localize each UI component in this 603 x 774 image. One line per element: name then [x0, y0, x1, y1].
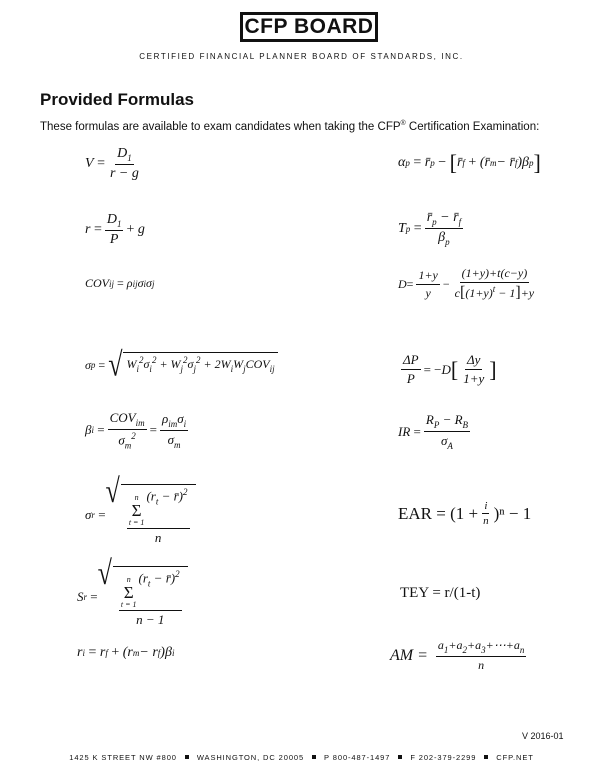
formula-required-return: r = $\frac{D_1}{P}$ + g — [85, 212, 145, 247]
formula-arithmetic-mean: AM = $\frac{a_1+a_2+a_3+\cdots+a_n}{n}$ — [390, 638, 525, 672]
separator-dot — [484, 755, 488, 759]
formula-information-ratio: IR = $\frac{R_P - R_B}{\sigma_A}$ — [398, 412, 469, 451]
version-label: V 2016-01 — [522, 731, 564, 741]
footer-contact — [0, 753, 603, 762]
intro-text — [40, 120, 539, 133]
formula-capm: r i = r f + (r m − r f )β i — [77, 645, 175, 660]
separator-dot — [398, 755, 402, 759]
ear-label: EAR = (1 + — [398, 503, 479, 523]
tey-label: TEY = r/(1-t) — [400, 585, 481, 601]
formula-constant-growth: V = $\frac{D_1}{r - g}$ — [85, 146, 139, 181]
separator-dot — [185, 755, 189, 759]
formula-beta: β i = $\frac{COV_{im}}{\sigma_m^2}$ = $\frac{\rho_{im}\sigma_i}{\sigma_m}$ — [85, 410, 187, 451]
footer-address: 1425 K STREET NW #800 — [69, 753, 177, 762]
intro-before: These formulas are available to exam candidates when taking the CFP — [40, 120, 401, 133]
separator-dot — [312, 755, 316, 759]
footer-phone: P 800-487-1497 — [324, 753, 391, 762]
formula-price-change: $\frac{\Delta P}{P}$ = − D [ $\frac{\Delta y}{1+y}$ ] — [403, 352, 497, 386]
footer-city: WASHINGTON, DC 20005 — [196, 753, 305, 762]
formula-sample-std-dev: S r = √ n Σ t = 1 ($r_t$ − r̄)$^2$ n − 1 — [77, 566, 188, 628]
footer-web: CFP.NET — [496, 753, 534, 762]
formula-portfolio-std-dev: σ p = √ $W_i^2\sigma_i^2 + W_j^2\sigma_j^2 + 2W_iW_jCOV_{ij}$ — [85, 352, 278, 378]
intro-after: Certification Examination: — [405, 120, 540, 133]
formula-covariance: COV ij = ρ ij σ i σ j — [85, 276, 155, 290]
footer-fax: F 202-379-2299 — [410, 753, 477, 762]
formula-jensens-alpha: α p = r̄ p − [ r̄ f + (r̄ m − r̄ f )β p ] — [398, 150, 541, 175]
ear-tail: )ⁿ − 1 — [493, 503, 532, 523]
registered-mark: ® — [400, 120, 406, 127]
formula-ear: EAR = (1 + $\frac{i}{n}$ )ⁿ − 1 — [398, 500, 532, 527]
org-name: CERTIFIED FINANCIAL PLANNER BOARD OF STANDARDS, INC. — [139, 52, 464, 61]
formula-tey — [400, 585, 480, 602]
logo-text: CFP BOARD — [244, 15, 374, 38]
formula-population-std-dev: σ r = √ n Σ t = 1 ($r_t$ − r̄)$^2$ n — [85, 484, 196, 546]
formula-duration: D = $\frac{1+y}{y}$ − $\frac{(1+y)+t(c-y)}{c[(1+y)^t - 1]+y}$ — [398, 266, 535, 301]
cfp-board-logo — [240, 12, 378, 42]
am-label: AM = — [390, 646, 428, 664]
page-title: Provided Formulas — [40, 90, 194, 109]
formula-treynor: T p = $\frac{r̄_p - r̄_f}{\beta_p}$ — [398, 210, 462, 247]
